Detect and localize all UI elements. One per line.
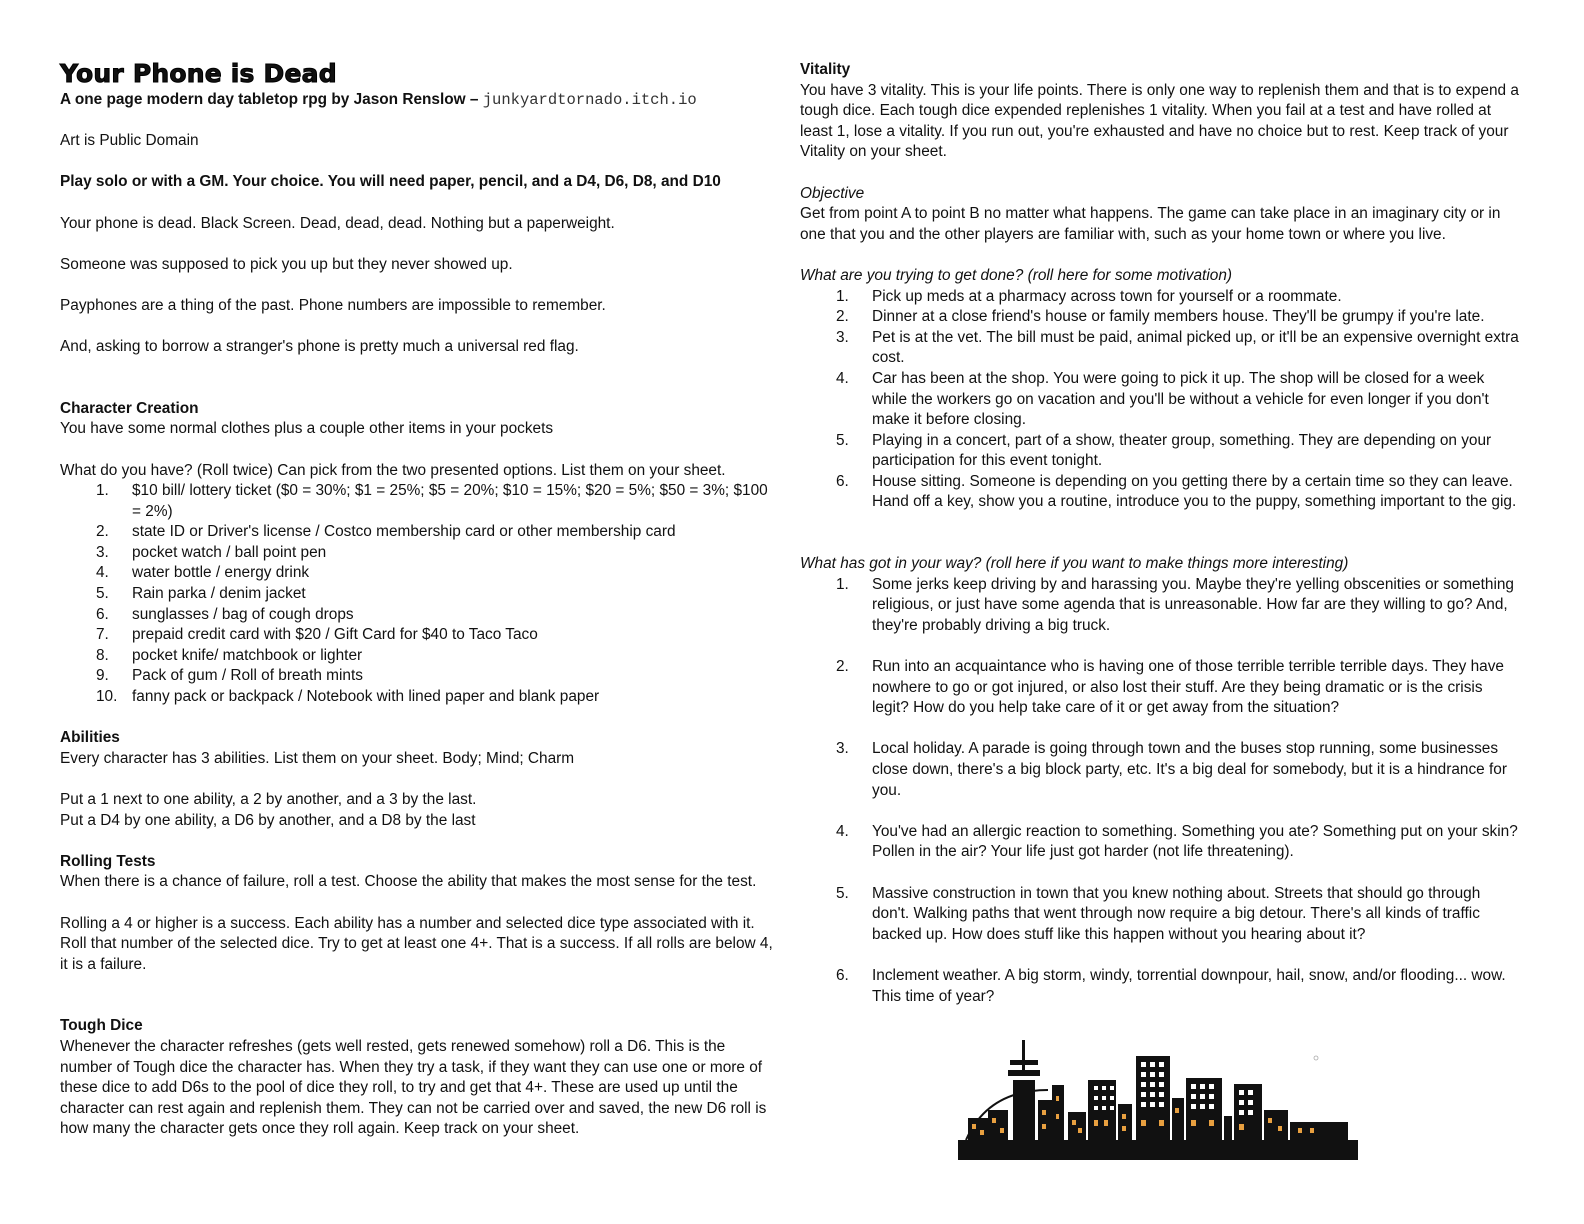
abilities-line: Put a D4 by one ability, a D6 by another, and a D8 by the last: [60, 811, 476, 829]
list-item: [800, 431, 1520, 472]
item-number: 6.: [836, 472, 849, 490]
rolling-tests-heading: Rolling Tests: [60, 852, 156, 870]
byline-text: A one page modern day tabletop rpg by Jason Renslow –: [60, 91, 483, 108]
item-text: Rain parka / denim jacket: [132, 585, 306, 603]
item-text: sunglasses / bag of cough drops: [132, 605, 354, 623]
item-text: Dinner at a close friend's house or family members house. They'll be grumpy if you're late.: [872, 308, 1485, 326]
list-item: [800, 287, 1520, 308]
list-item: [800, 657, 1520, 719]
items-list: [60, 481, 780, 708]
rolling-tests-text: Rolling a 4 or higher is a success. Each ability has a number and selected dice type associated with it. Roll that number of the selected dice. Try to get at least one 4+. That is a success. If all rolls are below 4, it is a failure.: [60, 914, 773, 973]
item-text: fanny pack or backpack / Notebook with lined paper and blank paper: [132, 688, 600, 706]
item-number: 5.: [836, 431, 849, 449]
list-item: [60, 522, 780, 543]
list-item: [60, 481, 780, 522]
intro-paragraph: Payphones are a thing of the past. Phone numbers are impossible to remember.: [60, 296, 606, 314]
abilities-line: Put a 1 next to one ability, a 2 by another, and a 3 by the last.: [60, 791, 477, 808]
list-item: [60, 605, 780, 626]
list-item: [800, 472, 1520, 513]
list-item: [60, 646, 780, 667]
list-item: [60, 543, 780, 564]
tough-dice-text: Whenever the character refreshes (gets well rested, gets renewed somehow) roll a D6. This is the number of Tough dice the character has. When they try a task, if they want they can use one or more of these dice to add D6s to the pool of dice they roll, to try and get that 4+. These are used up until the character can rest again and replenish them. They can not be carried over and saved, the new D6 roll is how many the character gets once they roll again. Keep track on your sheet.: [60, 1037, 767, 1138]
item-number: 3.: [96, 543, 109, 561]
item-number: 9.: [96, 667, 109, 685]
abilities-heading: Abilities: [60, 729, 120, 747]
item-number: 2.: [836, 308, 849, 326]
item-text: Pet is at the vet. The bill must be paid, animal picked up, or it'll be an expensive overnight extra cost.: [872, 328, 1519, 367]
item-text: Playing in a concert, part of a show, theater group, something. They are depending on your participation for this event tonight.: [872, 431, 1492, 470]
character-creation-heading: Character Creation: [60, 399, 199, 417]
item-text: Local holiday. A parade is going through town and the buses stop running, some businesses close down, there's a big block party, etc. It's a big deal for somebody, but it is a hindrance for you.: [872, 740, 1507, 799]
items-prompt: What do you have? (Roll twice) Can pick from the two presented options. List them on your sheet.: [60, 461, 726, 479]
item-text: water bottle / energy drink: [132, 564, 310, 582]
vitality-heading: Vitality: [800, 61, 851, 78]
item-text: Pack of gum / Roll of breath mints: [132, 667, 363, 685]
item-number: 4.: [836, 369, 849, 387]
item-number: 3.: [836, 740, 849, 758]
item-number: 2.: [96, 523, 109, 541]
rolling-tests-text: When there is a chance of failure, roll a test. Choose the ability that makes the most sense for the test.: [60, 873, 757, 891]
list-item: [60, 666, 780, 687]
item-number: 5.: [96, 585, 109, 603]
item-number: 1.: [836, 575, 849, 593]
list-item: [800, 328, 1520, 369]
play-note: Play solo or with a GM. Your choice. You will need paper, pencil, and a D4, D6, D8, and D10: [60, 173, 721, 191]
intro-paragraph: Someone was supposed to pick you up but they never showed up.: [60, 255, 513, 273]
item-text: Car has been at the shop. You were going to pick it up. The shop will be closed for a week while the workers go on vacation and you'll be without a vehicle for even longer if you don't make it before closing.: [872, 369, 1489, 429]
item-number: 5.: [836, 884, 849, 902]
list-item: [60, 687, 780, 708]
objective-heading: Objective: [800, 184, 865, 202]
item-text: You've had an allergic reaction to something. Something you ate? Something put on your skin? Pollen in the air? Your life just got harder (not life threatening).: [872, 822, 1518, 861]
item-text: Pick up meds at a pharmacy across town for yourself or a roommate.: [872, 287, 1342, 305]
art-note: Art is Public Domain: [60, 132, 199, 150]
item-number: 6.: [96, 605, 109, 623]
item-text: Some jerks keep driving by and harassing you. Maybe they're yelling obscenities or something religious, or just have some agenda that is unreasonable. How far are they willing to go? And, they're probably driving a big truck.: [872, 575, 1514, 634]
motivation-heading: What are you trying to get done? (roll here for some motivation): [800, 266, 1232, 284]
tough-dice-heading: Tough Dice: [60, 1017, 143, 1035]
objective-text: Get from point A to point B no matter what happens. The game can take place in an imaginary city or in one that you and the other players are familiar with, such as your home town or where you live.: [800, 205, 1501, 243]
obstacles-heading: What has got in your way? (roll here if you want to make things more interesting): [800, 555, 1349, 573]
list-item: [800, 369, 1520, 431]
item-number: 6.: [836, 966, 849, 984]
item-number: 4.: [96, 564, 109, 582]
intro-paragraph: And, asking to borrow a stranger's phone is pretty much a universal red flag.: [60, 338, 579, 356]
item-text: House sitting. Someone is depending on you getting there by a certain time so they can leave. Hand off a key, show you a routine, introduce you to the puppy, something important to the gig.: [872, 472, 1517, 511]
item-text: Run into an acquaintance who is having one of those terrible terrible terrible days. They have nowhere to go or got injured, or also lost their stuff. Are they being dramatic or is the crisis legit? How do you help take care of it or get away from the situation?: [872, 658, 1504, 717]
motivation-list: [800, 287, 1520, 514]
list-item: [60, 563, 780, 584]
right-column: [800, 60, 1520, 1028]
item-text: Massive construction in town that you knew nothing about. Streets that should go through don't. Walking paths that went through now require a big detour. There's all kinds of traffic backed up. How does stuff like this happen without you hearing about it?: [872, 884, 1481, 943]
list-item: [800, 966, 1520, 1007]
city-skyline-image: [958, 1040, 1358, 1160]
list-item: [800, 307, 1520, 328]
abilities-text: Every character has 3 abilities. List them on your sheet. Body; Mind; Charm: [60, 749, 575, 767]
page-title: Your Phone is Dead: [60, 59, 337, 88]
item-number: 10.: [96, 688, 118, 706]
item-text: pocket knife/ matchbook or lighter: [132, 646, 363, 664]
item-number: 1.: [836, 287, 849, 305]
list-item: [800, 739, 1520, 801]
item-text: Inclement weather. A big storm, windy, torrential downpour, hail, snow, and/or flooding... wow. This time of year?: [872, 966, 1506, 1005]
list-item: [800, 822, 1520, 863]
vitality-text: You have 3 vitality. This is your life points. There is only one way to replenish them and that is to expend a tough dice. Each tough dice expended replenishes 1 vitality. When you fail at a test and have rolled at least 1, lose a vitality. If you run out, you're exhausted and have no choice but to rest. Keep track of your Vitality on your sheet.: [800, 81, 1519, 161]
itch-link[interactable]: junkyardtornado.itch.io: [482, 91, 697, 109]
item-text: prepaid credit card with $20 / Gift Card for $40 to Taco Taco: [132, 626, 538, 644]
list-item: [60, 625, 780, 646]
item-text: $10 bill/ lottery ticket ($0 = 30%; $1 = 25%; $5 = 20%; $10 = 15%; $20 = 5%; $50 = 3%; $100 = 2%): [132, 482, 768, 520]
list-item: [800, 575, 1520, 637]
intro-paragraph: Your phone is dead. Black Screen. Dead, dead, dead. Nothing but a paperweight.: [60, 214, 615, 232]
byline: [60, 90, 780, 111]
list-item: [60, 584, 780, 605]
item-number: 3.: [836, 328, 849, 346]
left-column: [60, 58, 780, 1140]
character-creation-text: You have some normal clothes plus a couple other items in your pockets: [60, 420, 554, 438]
item-number: 4.: [836, 822, 849, 840]
item-number: 8.: [96, 646, 109, 664]
obstacles-list: [800, 575, 1520, 1007]
item-text: pocket watch / ball point pen: [132, 543, 327, 561]
list-item: [800, 884, 1520, 946]
item-text: state ID or Driver's license / Costco membership card or other membership card: [132, 523, 676, 541]
item-number: 2.: [836, 658, 849, 676]
item-number: 1.: [96, 482, 109, 500]
item-number: 7.: [96, 626, 109, 644]
